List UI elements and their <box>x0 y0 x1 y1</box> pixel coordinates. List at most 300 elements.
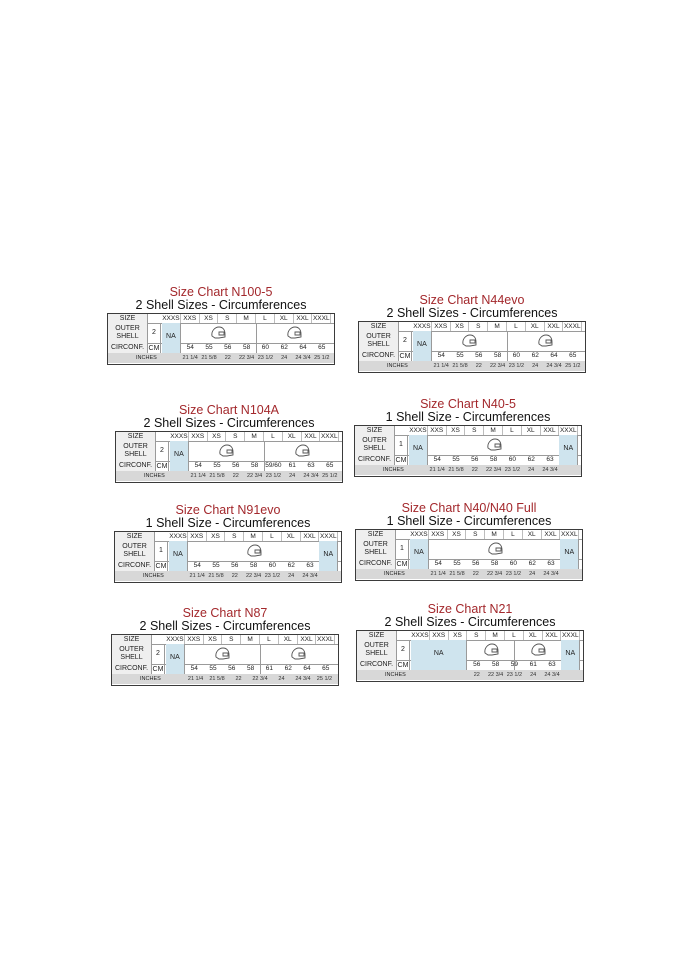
inch-value: 23 1/2 <box>508 363 525 369</box>
size-cell: XXXS <box>169 533 187 540</box>
na-label: NA <box>173 551 183 558</box>
na-label: NA <box>563 445 574 452</box>
size-cell: XXS <box>189 432 208 441</box>
size-cell: L <box>263 532 282 541</box>
inches-label: INCHES <box>136 355 157 361</box>
cm-value: 58 <box>249 562 258 569</box>
cm-value: 64 <box>299 344 307 351</box>
size-cell: XL <box>524 631 543 640</box>
na-region <box>166 644 185 674</box>
cm-unit: CM <box>156 463 168 470</box>
cm-value: 56 <box>224 344 232 351</box>
size-cell: S <box>222 635 241 644</box>
inch-value: 22 <box>231 573 238 579</box>
size-cell: XXS <box>185 635 204 644</box>
inches-label: INCHES <box>385 672 406 678</box>
inch-value: 22 <box>472 571 479 577</box>
size-cell: XXS <box>188 532 207 541</box>
inch-value: 23 1/2 <box>505 571 522 577</box>
cm-value: 60 <box>268 562 277 569</box>
shell-count <box>395 435 408 465</box>
na-region <box>560 539 579 569</box>
inches-label: INCHES <box>383 467 404 473</box>
shell-count <box>396 539 409 569</box>
inch-value: 24 <box>529 571 536 577</box>
inch-value: 24 3/4 <box>543 571 559 577</box>
size-chart-card <box>111 607 339 686</box>
helmet-shell-icon <box>537 334 553 348</box>
cm-unit: CM <box>395 457 407 464</box>
cm-value: 60 <box>512 352 521 359</box>
inch-value: 22 <box>224 355 231 361</box>
inch-value: 22 3/4 <box>487 672 504 678</box>
cm-value: 61 <box>288 462 296 469</box>
cm-value: 61 <box>529 661 537 668</box>
cm-unit: CM <box>396 561 408 568</box>
cm-value: 65 <box>318 344 326 351</box>
cm-value: 63 <box>547 560 555 567</box>
inch-value: 24 <box>281 355 288 361</box>
circonf-label: CIRCONF. <box>356 559 396 569</box>
size-cell: M <box>484 426 503 435</box>
inch-value: 22 3/4 <box>252 676 268 682</box>
size-cell: XXL <box>298 635 317 644</box>
cm-value: 56 <box>471 456 479 463</box>
chart-title: Size Chart N87 <box>182 606 268 620</box>
size-cell: XXXL <box>559 427 577 434</box>
cm-value: 62 <box>284 665 292 672</box>
size-cell: XXL <box>301 532 320 541</box>
size-cell: XXXS <box>166 636 184 643</box>
cm-value: 54 <box>433 456 441 463</box>
size-cell: S <box>467 631 486 640</box>
outer-shell-label: OUTER SHELL <box>355 435 395 455</box>
size-cell: XS <box>448 530 467 539</box>
size-cell: XS <box>208 432 227 441</box>
size-cell: L <box>504 530 523 539</box>
cm-value: 58 <box>242 344 251 351</box>
size-cell: XXS <box>181 314 200 323</box>
size-table <box>358 321 586 373</box>
cm-value: 58 <box>250 462 259 469</box>
size-cell: XL <box>526 322 545 331</box>
helmet-shell-icon <box>218 444 234 458</box>
circonf-label: CIRCONF. <box>355 455 395 465</box>
inches-label: INCHES <box>387 363 408 369</box>
na-label: NA <box>417 341 427 348</box>
helmet-shell-icon <box>486 438 502 452</box>
size-label: SIZE <box>115 532 155 541</box>
size-cell: XXS <box>432 322 451 331</box>
cm-value: 55 <box>213 462 221 469</box>
cm-unit: CM <box>148 345 160 352</box>
na-label: NA <box>414 549 424 556</box>
shell-count-value: 1 <box>399 441 403 448</box>
cm-value: 62 <box>527 456 535 463</box>
inch-value: 21 1/4 <box>187 676 204 682</box>
cm-value: 54 <box>434 560 442 567</box>
size-chart-card <box>354 398 582 477</box>
inch-value: 24 3/4 <box>295 355 311 361</box>
inch-value: 22 <box>235 676 242 682</box>
cm-value: 58 <box>246 665 255 672</box>
cm-unit: CM <box>399 353 411 360</box>
cm-value: 60 <box>508 456 517 463</box>
size-cell: XL <box>282 532 301 541</box>
inch-value: 22 3/4 <box>238 355 255 361</box>
inches-label: INCHES <box>143 573 164 579</box>
inches-label: INCHES <box>384 571 405 577</box>
size-cell: S <box>465 426 484 435</box>
inch-value: 24 3/4 <box>542 467 558 473</box>
size-cell: XL <box>279 635 298 644</box>
shell-count-value: 2 <box>401 646 405 653</box>
inch-value: 22 3/4 <box>485 467 502 473</box>
chart-title: Size Chart N100-5 <box>169 285 273 299</box>
cm-value: 60 <box>261 344 270 351</box>
chart-title: Size Chart N104A <box>178 403 280 417</box>
na-region <box>559 435 578 465</box>
outer-shell-row <box>356 539 582 560</box>
chart-subtitle: 2 Shell Sizes - Circumferences <box>135 298 307 312</box>
size-label: SIZE <box>112 635 152 644</box>
inch-value: 22 <box>471 467 478 473</box>
size-cell: XXXL <box>320 433 338 440</box>
size-cell: XXL <box>541 426 560 435</box>
chart-title: Size Chart N91evo <box>175 503 281 517</box>
helmet-shell-icon <box>290 647 306 661</box>
inch-value: 24 3/4 <box>302 573 318 579</box>
outer-shell-row <box>355 435 581 456</box>
shell-count-value: 1 <box>159 547 163 554</box>
size-cell: XL <box>283 432 302 441</box>
cm-value: 61 <box>265 665 274 672</box>
helmet-shell-icon <box>214 647 230 661</box>
size-cell: L <box>264 432 283 441</box>
size-cell: S <box>469 322 488 331</box>
size-cell: XXL <box>545 322 564 331</box>
circonf-label: CIRCONF. <box>359 351 399 361</box>
size-cell: XXS <box>428 426 447 435</box>
size-cell: S <box>218 314 237 323</box>
shell-count <box>155 541 168 571</box>
cm-value: 63 <box>307 462 315 469</box>
chart-title: Size Chart N21 <box>427 602 513 616</box>
cm-value: 54 <box>193 562 201 569</box>
inch-value: 22 3/4 <box>489 363 506 369</box>
na-label: NA <box>166 333 176 340</box>
size-table <box>355 529 583 581</box>
inch-value: 21 1/4 <box>182 355 198 361</box>
inch-value: 22 3/4 <box>486 571 503 577</box>
size-cell: M <box>485 530 504 539</box>
helmet-shell-icon <box>461 334 477 348</box>
size-cell: L <box>503 426 522 435</box>
helmet-shell-icon <box>483 643 499 657</box>
cm-value: 65 <box>569 352 577 359</box>
cm-value: 63 <box>548 661 556 668</box>
cm-value: 54 <box>190 665 198 672</box>
size-cell: XXL <box>543 631 562 640</box>
na-label: NA <box>564 549 575 556</box>
inch-value: 21 1/4 <box>430 571 446 577</box>
chart-subtitle: 1 Shell Size - Circumferences <box>145 516 311 530</box>
size-label: SIZE <box>116 432 156 441</box>
cm-value: 63 <box>546 456 554 463</box>
size-cell: XL <box>275 314 294 323</box>
cm-value: 56 <box>232 462 240 469</box>
size-chart-card <box>107 286 335 365</box>
size-cell: XXXL <box>312 315 330 322</box>
na-label: NA <box>433 650 444 657</box>
size-cell: XXXL <box>316 636 334 643</box>
cm-value: 65 <box>322 665 330 672</box>
inch-value: 21 1/4 <box>429 467 445 473</box>
chart-title: Size Chart N44evo <box>419 293 525 307</box>
cm-value: 60 <box>509 560 518 567</box>
outer-shell-label: OUTER SHELL <box>356 539 396 559</box>
size-table <box>354 425 582 477</box>
helmet-shell-icon <box>294 444 310 458</box>
cm-value: 56 <box>473 661 481 668</box>
size-cell: XS <box>207 532 226 541</box>
outer-shell-row <box>357 640 583 661</box>
circonf-label: CIRCONF. <box>108 343 148 353</box>
size-label: SIZE <box>108 314 148 323</box>
chart-subtitle: 1 Shell Size - Circumferences <box>385 410 551 424</box>
cm-value: 58 <box>491 661 500 668</box>
size-cell: M <box>488 322 507 331</box>
size-cell: XS <box>451 322 470 331</box>
na-region <box>561 640 580 670</box>
na-region <box>319 541 338 571</box>
cm-value: 56 <box>231 562 239 569</box>
size-chart-card <box>358 294 586 373</box>
size-cell: XXXS <box>162 315 180 322</box>
na-label: NA <box>413 445 423 452</box>
helmet-shell-icon <box>530 643 546 657</box>
size-cell: XS <box>447 426 466 435</box>
helmet-shell-icon <box>246 544 262 558</box>
cm-value: 59 <box>510 661 519 668</box>
size-cell: S <box>226 432 245 441</box>
cm-unit: CM <box>152 666 164 673</box>
inch-value: 21 5/8 <box>209 676 225 682</box>
circonf-label: CIRCONF. <box>115 561 155 571</box>
size-cell: XL <box>522 426 541 435</box>
outer-shell-label: OUTER SHELL <box>115 541 155 561</box>
inch-value: 22 3/4 <box>246 473 263 479</box>
cm-value: 62 <box>287 562 295 569</box>
cm-value: 62 <box>528 560 536 567</box>
size-cell: XXXL <box>561 632 579 639</box>
size-cell: XS <box>449 631 468 640</box>
cm-value: 55 <box>212 562 220 569</box>
size-cell: L <box>505 631 524 640</box>
inch-value: 21 1/4 <box>433 363 449 369</box>
size-label: SIZE <box>357 631 397 640</box>
size-cell: XXXS <box>170 433 188 440</box>
inch-value: 21 5/8 <box>449 571 465 577</box>
size-cell: XXXL <box>560 531 578 538</box>
outer-shell-label: OUTER SHELL <box>357 640 397 660</box>
inches-label: INCHES <box>140 676 161 682</box>
inch-value: 23 1/2 <box>506 672 523 678</box>
inch-value: 21 5/8 <box>209 473 225 479</box>
chart-subtitle: 2 Shell Sizes - Circumferences <box>384 615 556 629</box>
cm-value: 54 <box>437 352 445 359</box>
size-label: SIZE <box>356 530 396 539</box>
na-label: NA <box>174 451 184 458</box>
outer-shell-row <box>115 541 341 562</box>
inch-value: 21 5/8 <box>452 363 468 369</box>
size-cell: L <box>260 635 279 644</box>
size-cell: XS <box>200 314 219 323</box>
size-cell: L <box>507 322 526 331</box>
helmet-shell-icon <box>487 542 503 556</box>
inch-value: 24 3/4 <box>295 676 311 682</box>
inch-value: 24 3/4 <box>546 363 562 369</box>
inches-label: INCHES <box>144 473 165 479</box>
cm-value: 58 <box>490 560 499 567</box>
shell-count-value: 2 <box>152 329 156 336</box>
na-region <box>169 541 188 571</box>
size-cell: XS <box>204 635 223 644</box>
inch-value: 22 <box>475 363 482 369</box>
cm-value: 55 <box>453 560 461 567</box>
inch-value: 25 1/2 <box>316 676 333 682</box>
size-label: SIZE <box>355 426 395 435</box>
size-cell: M <box>244 532 263 541</box>
inch-value: 22 <box>232 473 239 479</box>
inch-value: 25 1/2 <box>314 355 330 361</box>
size-chart-card <box>114 504 342 583</box>
inch-value: 21 5/8 <box>448 467 464 473</box>
na-region <box>409 435 428 465</box>
inch-value: 24 <box>532 363 539 369</box>
inch-value: 25 1/2 <box>322 473 338 479</box>
cm-value: 56 <box>228 665 236 672</box>
inch-value: 21 5/8 <box>201 355 217 361</box>
cm-value: 55 <box>452 456 460 463</box>
shell-count-value: 2 <box>156 650 160 657</box>
cm-value: 64 <box>550 352 558 359</box>
shell-count <box>148 323 161 353</box>
cm-value: 55 <box>205 344 213 351</box>
size-table <box>107 313 335 365</box>
na-region <box>410 539 429 569</box>
na-region <box>162 323 181 353</box>
size-cell: L <box>256 314 275 323</box>
outer-shell-label: OUTER SHELL <box>116 441 156 461</box>
cm-value: 54 <box>186 344 194 351</box>
size-table <box>115 431 343 483</box>
circonf-label: CIRCONF. <box>357 660 397 670</box>
cm-value: 54 <box>194 462 202 469</box>
shell-count <box>399 331 412 361</box>
inch-value: 24 <box>278 676 285 682</box>
size-chart-card <box>356 603 584 682</box>
inch-value: 21 1/4 <box>189 573 205 579</box>
shell-count-value: 2 <box>160 447 164 454</box>
cm-value: 62 <box>280 344 288 351</box>
cm-unit: CM <box>155 563 167 570</box>
chart-subtitle: 1 Shell Size - Circumferences <box>386 514 552 528</box>
size-cell: S <box>466 530 485 539</box>
inch-value: 23 1/2 <box>265 473 282 479</box>
size-table <box>111 634 339 686</box>
outer-shell-label: OUTER SHELL <box>112 644 152 664</box>
size-cell: S <box>225 532 244 541</box>
size-chart-card <box>115 404 343 483</box>
cm-value: 63 <box>306 562 314 569</box>
size-cell: XXXS <box>409 427 427 434</box>
circonf-label: CIRCONF. <box>112 664 152 674</box>
size-cell: M <box>237 314 256 323</box>
circonf-label: CIRCONF. <box>116 461 156 471</box>
inch-value: 23 1/2 <box>264 573 281 579</box>
shell-count <box>152 644 165 674</box>
cm-value: 56 <box>475 352 483 359</box>
inch-value: 24 <box>528 467 535 473</box>
inch-value: 21 5/8 <box>208 573 224 579</box>
size-cell: XXL <box>542 530 561 539</box>
chart-subtitle: 2 Shell Sizes - Circumferences <box>386 306 558 320</box>
inch-value: 23 1/2 <box>504 467 521 473</box>
cm-value: 58 <box>493 352 502 359</box>
outer-shell-label: OUTER SHELL <box>359 331 399 351</box>
size-cell: XXS <box>429 530 448 539</box>
size-cell: M <box>486 631 505 640</box>
inch-value: 24 <box>289 473 296 479</box>
size-cell: XXS <box>430 631 449 640</box>
size-cell: XXXS <box>410 531 428 538</box>
size-cell: XXL <box>302 432 321 441</box>
cm-value: 62 <box>531 352 539 359</box>
size-table <box>356 630 584 682</box>
na-region <box>413 331 432 361</box>
inch-value: 24 3/4 <box>544 672 560 678</box>
outer-shell-label: OUTER SHELL <box>108 323 148 343</box>
inch-value: 23 1/2 <box>257 355 274 361</box>
size-cell: XXXS <box>411 632 429 639</box>
cm-value: 65 <box>326 462 334 469</box>
shell-count-value: 1 <box>400 545 404 552</box>
na-label: NA <box>323 551 334 558</box>
cm-value: 58 <box>489 456 498 463</box>
inch-value: 22 <box>473 672 480 678</box>
chart-subtitle: 2 Shell Sizes - Circumferences <box>139 619 311 633</box>
cm-value: 64 <box>303 665 311 672</box>
na-region <box>170 441 189 471</box>
helmet-shell-icon <box>210 326 226 340</box>
inch-value: 25 1/2 <box>565 363 581 369</box>
inch-value: 24 <box>288 573 295 579</box>
size-chart-card <box>355 502 583 581</box>
size-cell: XXL <box>294 314 313 323</box>
size-table <box>114 531 342 583</box>
cm-value: 59/60 <box>265 462 282 469</box>
na-region <box>411 640 467 670</box>
size-cell: XL <box>523 530 542 539</box>
cm-unit: CM <box>397 662 409 669</box>
helmet-shell-icon <box>286 326 302 340</box>
chart-title: Size Chart N40-5 <box>420 397 516 411</box>
size-cell: XXXS <box>413 323 431 330</box>
shell-count <box>156 441 169 471</box>
size-cell: XXXL <box>319 533 337 540</box>
chart-subtitle: 2 Shell Sizes - Circumferences <box>143 416 315 430</box>
